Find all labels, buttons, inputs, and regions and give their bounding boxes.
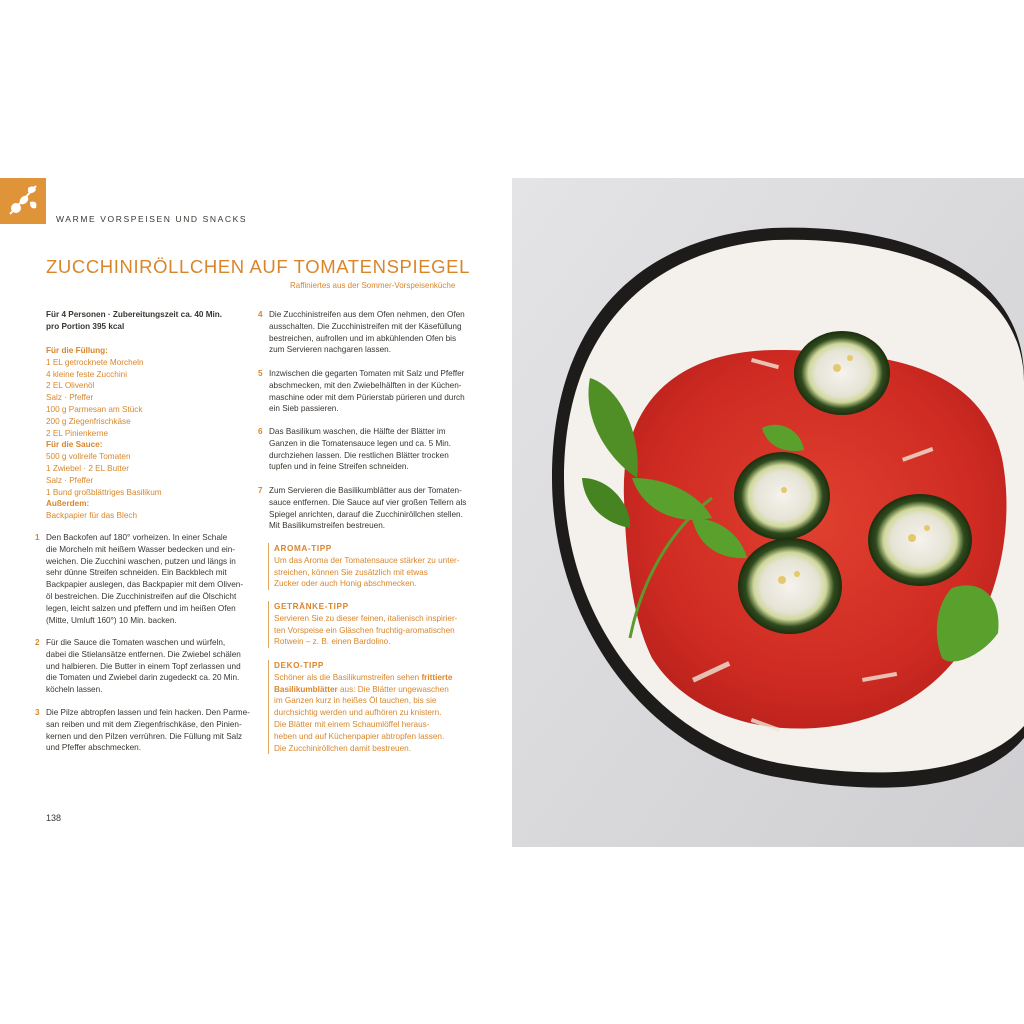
dish-illustration (512, 178, 1024, 847)
step-number: 2 (35, 638, 40, 647)
step-2 (35, 637, 252, 696)
meta-servings: Für 4 Personen · Zubereitungszeit ca. 40 Min. (46, 310, 223, 319)
step-number: 3 (35, 708, 40, 717)
tip-text: aus: Die Blätter ungewaschen (337, 684, 449, 694)
ingredient-item: 200 g Ziegenfrischkäse (46, 416, 131, 426)
step-number: 7 (258, 486, 263, 495)
step-line: die Tomaten und Zwiebel darin zugedeckt ca. 20 Min. (46, 673, 240, 683)
ingredient-item: 2 EL Olivenöl (46, 381, 95, 391)
step-line: und halbieren. Die Butter in einem Topf zerlassen und (46, 661, 241, 671)
tip-line: durchsichtig werden und aufhören zu knistern. (274, 708, 442, 718)
zucchini-roll (734, 452, 830, 540)
tip-line: im Ganzen kurz in heißes Öl tauchen, bis sie (274, 696, 437, 706)
tip-line: Die Blätter mit einem Schaumlöffel heraus- (274, 719, 430, 729)
step-line: Backpapier auslegen, das Backpapier mit dem Oliven- (46, 580, 244, 590)
step-line: Für die Sauce die Tomaten waschen und würfeln, (46, 638, 226, 647)
ingredient-heading: Außerdem: (46, 499, 90, 509)
step-5 (258, 368, 475, 415)
step-line: Das Basilikum waschen, die Hälfte der Blätter im (269, 427, 446, 436)
tip-line: streichen, können Sie zusätzlich mit etwas (274, 567, 428, 577)
recipe-subtitle: Raffiniertes aus der Sommer-Vorspeisenküche (290, 281, 456, 290)
step-number: 4 (258, 310, 263, 319)
step-line: köcheln lassen. (46, 685, 103, 695)
ingredient-item: 500 g vollreife Tomaten (46, 452, 131, 462)
ingredient-item: 4 kleine feste Zucchini (46, 369, 128, 379)
tip-line: Rotwein – z. B. einen Bardolino. (274, 637, 391, 647)
step-line: san reiben und mit dem Ziegenfrischkäse, den Pinien- (46, 719, 242, 729)
category-tab (0, 178, 46, 224)
ingredient-list (46, 345, 251, 522)
deco-tip (268, 660, 474, 754)
step-line: legen, leicht salzen und pfeffern und im heißen Ofen (46, 603, 236, 613)
ingredient-heading: Für die Füllung: (46, 346, 108, 355)
step-line: Die Zucchinistreifen aus dem Ofen nehmen, den Ofen (269, 310, 465, 319)
step-line: Die Pilze abtropfen lassen und fein hacken. Den Parme- (46, 708, 250, 717)
zucchini-roll (794, 331, 890, 415)
step-line: durchziehen lassen. Die restlichen Blätter trocken (269, 450, 449, 460)
step-line: kernen und den Pilzen verrühren. Die Füllung mit Salz (46, 731, 243, 741)
page-number: 138 (46, 813, 62, 823)
step-4 (258, 309, 475, 356)
ingredient-heading: Für die Sauce: (46, 440, 103, 450)
step-line: zum Servieren nachgaren lassen. (269, 345, 391, 355)
step-1 (35, 532, 252, 626)
tip-line (274, 672, 474, 684)
step-line: tupfen und in feine Streifen schneiden. (269, 462, 409, 472)
ingredient-item: Backpapier für das Blech (46, 511, 138, 521)
tip-text: Schöner als die Basilikumstreifen sehen (274, 672, 422, 682)
ingredient-item: 1 Zwiebel · 2 EL Butter (46, 463, 129, 473)
tip-heading: AROMA-TIPP (274, 544, 332, 553)
tip-line: heben und auf Küchenpapier abtropfen lassen. (274, 731, 445, 741)
step-line: Mit Basilikumstreifen bestreuen. (269, 521, 386, 531)
step-number: 1 (35, 533, 40, 542)
step-line: (Mitte, Umluft 160°) 10 Min. backen. (46, 615, 177, 625)
step-line: weichen. Die Zucchini waschen, putzen und längs in (46, 556, 236, 566)
step-line: die Morcheln mit heißem Wasser bedecken und ein- (46, 544, 236, 554)
tip-line: ten Vorspeise ein Gläschen fruchtig-aromatischen (274, 625, 455, 635)
step-line: ausschalten. Die Zucchinistreifen mit der Käsefüllung (269, 321, 462, 331)
ingredient-item: Salz · Pfeffer (46, 393, 94, 403)
ingredient-item: 2 EL Pinienkerne (46, 428, 109, 438)
recipe-title: ZUCCHINIRÖLLCHEN AUF TOMATENSPIEGEL (46, 256, 470, 277)
meta-calories: pro Portion 395 kcal (46, 321, 125, 331)
step-line: öl bestreichen. Die Zucchinistreifen auf die Ölschicht (46, 591, 237, 601)
ingredient-item: 1 Bund großblättriges Basilikum (46, 487, 162, 497)
step-line: Den Backofen auf 180° vorheizen. In einer Schale (46, 533, 228, 542)
step-line: sauce entfernen. Die Sauce auf vier großen Tellern als (269, 497, 467, 507)
step-line: dabei die Stielansätze entfernen. Die Zwiebel schälen (46, 649, 241, 659)
tip-line (274, 684, 474, 696)
recipe-meta (46, 309, 251, 333)
step-line: sehr dünne Streifen schneiden. Ein Backblech mit (46, 568, 227, 578)
drink-tip (268, 601, 474, 648)
step-6 (258, 426, 475, 473)
step-3 (35, 707, 252, 754)
step-number: 6 (258, 427, 263, 436)
ingredient-item: 1 EL getrocknete Morcheln (46, 357, 144, 367)
step-line: und Pfeffer abschmecken. (46, 743, 141, 753)
step-7 (258, 485, 475, 532)
ingredient-item: Salz · Pfeffer (46, 475, 94, 485)
step-line: Zum Servieren die Basilikumblätter aus der Tomaten- (269, 486, 462, 495)
zucchini-roll (738, 538, 842, 634)
skewer-icon (0, 178, 46, 224)
aroma-tip (268, 543, 474, 590)
zucchini-roll (868, 494, 972, 586)
tip-emphasis: frittierte (421, 672, 453, 682)
tip-line: Um das Aroma der Tomatensauce stärker zu unter- (274, 555, 460, 565)
tip-line: Servieren Sie zu dieser feinen, italienisch inspirier- (274, 613, 458, 623)
step-number: 5 (258, 369, 263, 378)
step-line: Spiegel anrichten, darauf die Zucchiniröllchen stellen. (269, 509, 463, 519)
tip-line: Zucker oder auch Honig abschmecken. (274, 579, 417, 589)
step-line: ein Sieb passieren. (269, 404, 339, 414)
ingredient-item: 100 g Parmesan am Stück (46, 404, 143, 414)
step-line: Inzwischen die gegarten Tomaten mit Salz und Pfeffer (269, 369, 465, 378)
step-line: maschine oder mit dem Pürierstab pürieren und durch (269, 392, 465, 402)
step-line: abschmecken, mit den Zwiebelhälften in der Küchen- (269, 380, 462, 390)
tip-emphasis: Basilikumblätter (274, 684, 338, 694)
tip-line: Die Zucchiniröllchen damit bestreuen. (274, 743, 411, 753)
food-photo (512, 178, 1024, 847)
tip-heading: GETRÄNKE-TIPP (274, 602, 349, 611)
step-line: bestreichen, aufrollen und im abkühlenden Ofen bis (269, 333, 457, 343)
tip-heading: DEKO-TIPP (274, 661, 324, 670)
step-line: Ganzen in die Tomatensauce legen und ca. 5 Min. (269, 438, 451, 448)
section-heading: WARME VORSPEISEN UND SNACKS (56, 214, 248, 224)
